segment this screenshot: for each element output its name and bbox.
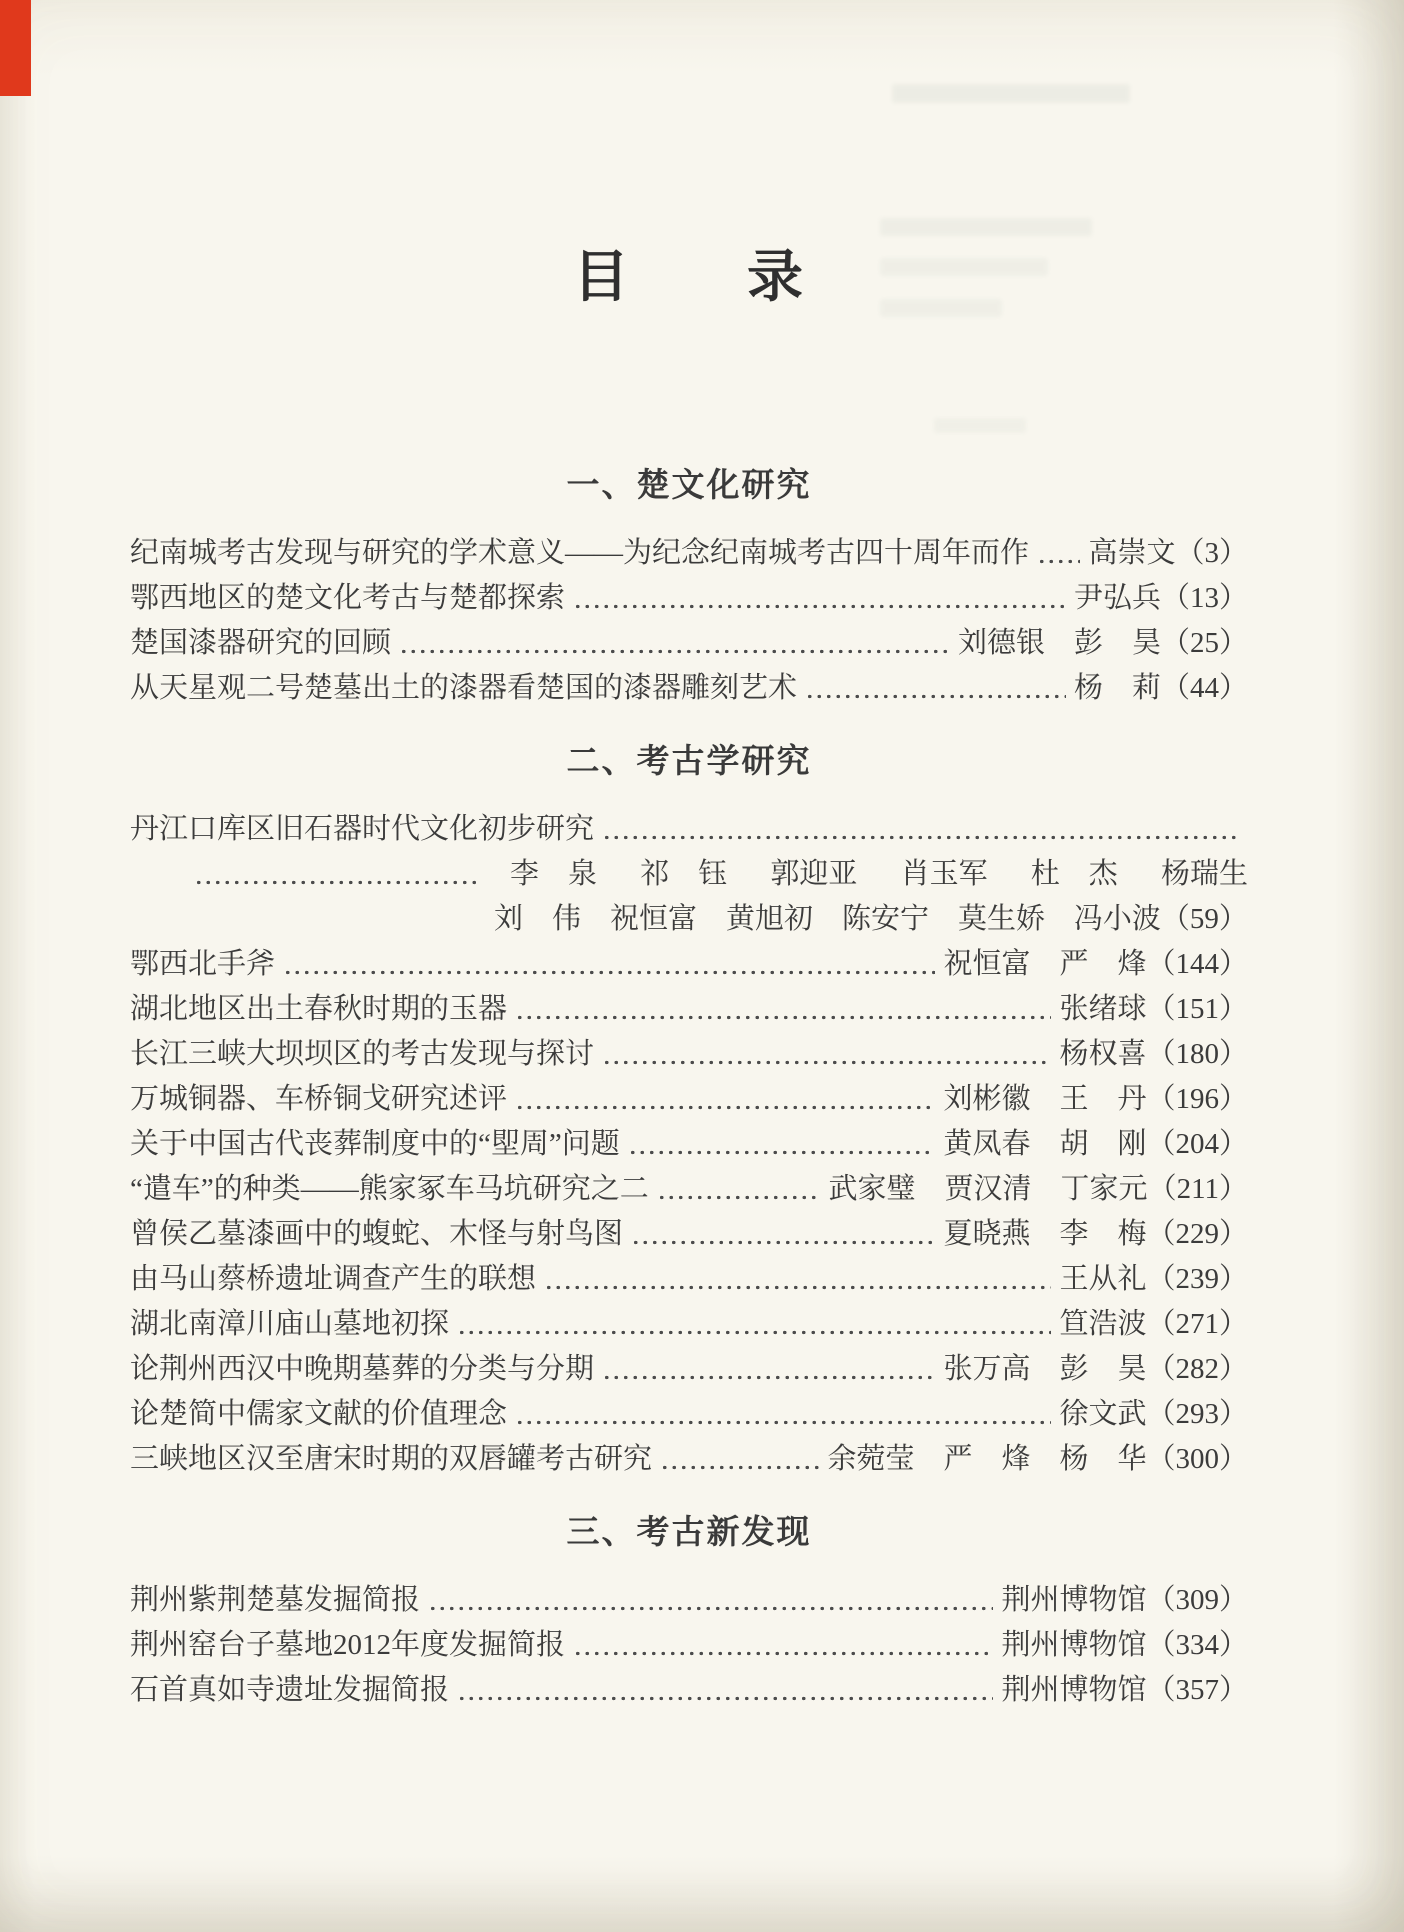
author-name: 郭迎亚 (770, 858, 858, 890)
book-edge-strip (0, 0, 31, 96)
entry-page-number: （309） (1146, 1584, 1248, 1616)
entry-title: 丹江口库区旧石器时代文化初步研究 (130, 813, 595, 845)
toc-entry (130, 1212, 1248, 1257)
toc-entry (130, 1578, 1248, 1623)
entry-title: 湖北南漳川庙山墓地初探 (130, 1308, 450, 1340)
author-name: 莫生娇 (957, 903, 1045, 935)
toc-section (130, 741, 1248, 1482)
entry-page-number: （271） (1146, 1308, 1248, 1340)
toc-section (130, 465, 1248, 711)
entry-title: 湖北地区出土春秋时期的玉器 (130, 993, 508, 1025)
entry-title: 关于中国古代丧葬制度中的“堲周”问题 (130, 1128, 620, 1160)
entry-authors: 荆州博物馆 (1001, 1674, 1147, 1706)
toc-entry (130, 942, 1248, 987)
entry-page-number: （151） (1146, 993, 1248, 1025)
toc-entry-author-line (130, 852, 1248, 897)
toc-entry (130, 531, 1248, 576)
dot-leader-icon (573, 1651, 993, 1656)
entry-title: 鄂西北手斧 (130, 948, 276, 980)
dot-leader-icon (573, 604, 1066, 609)
toc-entry (130, 1623, 1248, 1668)
author-name: 李 泉 (510, 858, 598, 890)
dot-leader-icon (631, 1240, 935, 1245)
entry-authors: 王从礼 (1059, 1263, 1147, 1295)
entry-title: 三峡地区汉至唐宋时期的双唇罐考古研究 (130, 1443, 653, 1475)
entry-title: 石首真如寺遗址发掘简报 (130, 1674, 450, 1706)
toc-entry (130, 1347, 1248, 1392)
dot-leader-icon (628, 1150, 936, 1155)
entry-authors: 夏晓燕 李 梅 (943, 1218, 1147, 1250)
dot-leader-icon (1037, 559, 1080, 564)
entry-authors: 余菀莹 严 烽 杨 华 (827, 1443, 1147, 1475)
section-heading: 一、楚文化研究 (566, 466, 812, 503)
entry-title: 楚国漆器研究的回顾 (130, 627, 392, 659)
entry-title: 纪南城考古发现与研究的学术意义——为纪念纪南城考古四十周年而作 (130, 537, 1030, 569)
toc-entry (130, 1077, 1248, 1122)
toc-entry (130, 1302, 1248, 1347)
toc-entry (130, 1392, 1248, 1437)
entry-title: “遣车”的种类——熊家冢车马坑研究之二 (130, 1173, 649, 1205)
toc-entry (130, 987, 1248, 1032)
entry-authors: 刘彬徽 王 丹 (943, 1083, 1147, 1115)
entry-authors (494, 897, 1248, 942)
entry-page-number: （44） (1160, 672, 1248, 704)
dot-leader-icon (602, 835, 1240, 840)
dot-leader-icon (428, 1606, 993, 1611)
entry-title: 荆州紫荆楚墓发掘简报 (130, 1584, 421, 1616)
author-name: 祝恒富 (609, 903, 697, 935)
entry-page-number: （239） (1146, 1263, 1248, 1295)
toc-entry (130, 621, 1248, 666)
entry-title: 由马山蔡桥遗址调查产生的联想 (130, 1263, 537, 1295)
toc-entry (130, 666, 1248, 711)
dot-leader-icon (602, 1060, 1051, 1065)
toc-entry (130, 576, 1248, 621)
dot-leader-icon (194, 880, 476, 885)
dot-leader-icon (457, 1330, 1051, 1335)
author-name: 祁 钰 (640, 858, 728, 890)
dot-leader-icon (515, 1420, 1051, 1425)
toc-entry (130, 1257, 1248, 1302)
author-name: 刘 伟 (494, 903, 582, 935)
toc-entry (130, 1167, 1248, 1212)
entry-authors: 杨 莉 (1073, 672, 1161, 704)
entry-authors: 武家璧 贾汉清 丁家元 (828, 1173, 1148, 1205)
entry-page-number: （144） (1146, 948, 1248, 980)
author-name: 陈安宁 (841, 903, 929, 935)
entry-page-number: （25） (1160, 627, 1248, 659)
dot-leader-icon (657, 1195, 821, 1200)
entry-authors: 徐文武 (1059, 1398, 1147, 1430)
toc-content (130, 0, 1248, 1713)
dot-leader-icon (515, 1105, 935, 1110)
entry-page-number: （300） (1146, 1443, 1248, 1475)
entry-authors: 高崇文 (1088, 537, 1176, 569)
entry-authors: 荆州博物馆 (1001, 1629, 1147, 1661)
toc-sections (130, 465, 1248, 1713)
entry-title: 荆州窑台子墓地2012年度发掘简报 (130, 1629, 566, 1661)
entry-page-number: （13） (1160, 582, 1248, 614)
section-heading: 三、考古新发现 (566, 1513, 812, 1550)
entry-page-number: （196） (1146, 1083, 1248, 1115)
entry-authors: 荆州博物馆 (1001, 1584, 1147, 1616)
entry-authors: 黄凤春 胡 刚 (943, 1128, 1147, 1160)
author-name: 杜 杰 (1030, 858, 1118, 890)
entry-authors: 刘德银 彭 昊 (957, 627, 1161, 659)
dot-leader-icon (602, 1375, 935, 1380)
entry-page-number: （282） (1146, 1353, 1248, 1385)
dot-leader-icon (457, 1696, 993, 1701)
entry-authors: 杨权喜 (1059, 1038, 1147, 1070)
dot-leader-icon (399, 649, 950, 654)
toc-entry (130, 1437, 1248, 1482)
toc-entry (130, 807, 1248, 852)
entry-page-number: （229） (1146, 1218, 1248, 1250)
entry-page-number: （293） (1146, 1398, 1248, 1430)
entry-title: 从天星观二号楚墓出土的漆器看楚国的漆器雕刻艺术 (130, 672, 798, 704)
author-name: 肖玉军 (900, 858, 988, 890)
entry-title: 鄂西地区的楚文化考古与楚都探索 (130, 582, 566, 614)
dot-leader-icon (805, 694, 1066, 699)
toc-entry (130, 1668, 1248, 1713)
dot-leader-icon (283, 970, 935, 975)
dot-leader-icon (544, 1285, 1051, 1290)
entry-page-number: （211） (1147, 1173, 1248, 1205)
entry-title: 论荆州西汉中晚期墓葬的分类与分期 (130, 1353, 595, 1385)
entry-authors: 笪浩波 (1059, 1308, 1147, 1340)
dot-leader-icon (515, 1015, 1051, 1020)
author-name: 黄旭初 (725, 903, 813, 935)
entry-page-number: （204） (1146, 1128, 1248, 1160)
toc-section (130, 1512, 1248, 1713)
entry-page-number: （180） (1146, 1038, 1248, 1070)
entry-authors: 祝恒富 严 烽 (943, 948, 1147, 980)
entry-page-number: （357） (1146, 1674, 1248, 1706)
entry-authors: 尹弘兵 (1073, 582, 1161, 614)
toc-entry (130, 1122, 1248, 1167)
section-heading: 二、考古学研究 (566, 742, 812, 779)
toc-entry-author-line (130, 897, 1248, 942)
entry-page-number: （3） (1175, 537, 1248, 569)
entry-authors: 张绪球 (1059, 993, 1147, 1025)
entry-authors (484, 852, 1248, 897)
author-name: 杨瑞生 (1160, 858, 1248, 890)
entry-title: 万城铜器、车桥铜戈研究述评 (130, 1083, 508, 1115)
page-title: 目 录 (573, 247, 805, 309)
entry-title: 论楚简中儒家文献的价值理念 (130, 1398, 508, 1430)
author-name: 冯小波（59） (1073, 903, 1248, 935)
entry-page-number: （334） (1146, 1629, 1248, 1661)
dot-leader-icon (660, 1465, 819, 1470)
entry-title: 曾侯乙墓漆画中的蝮蛇、木怪与射鸟图 (130, 1218, 624, 1250)
entry-authors: 张万高 彭 昊 (943, 1353, 1147, 1385)
toc-entry (130, 1032, 1248, 1077)
entry-title: 长江三峡大坝坝区的考古发现与探讨 (130, 1038, 595, 1070)
